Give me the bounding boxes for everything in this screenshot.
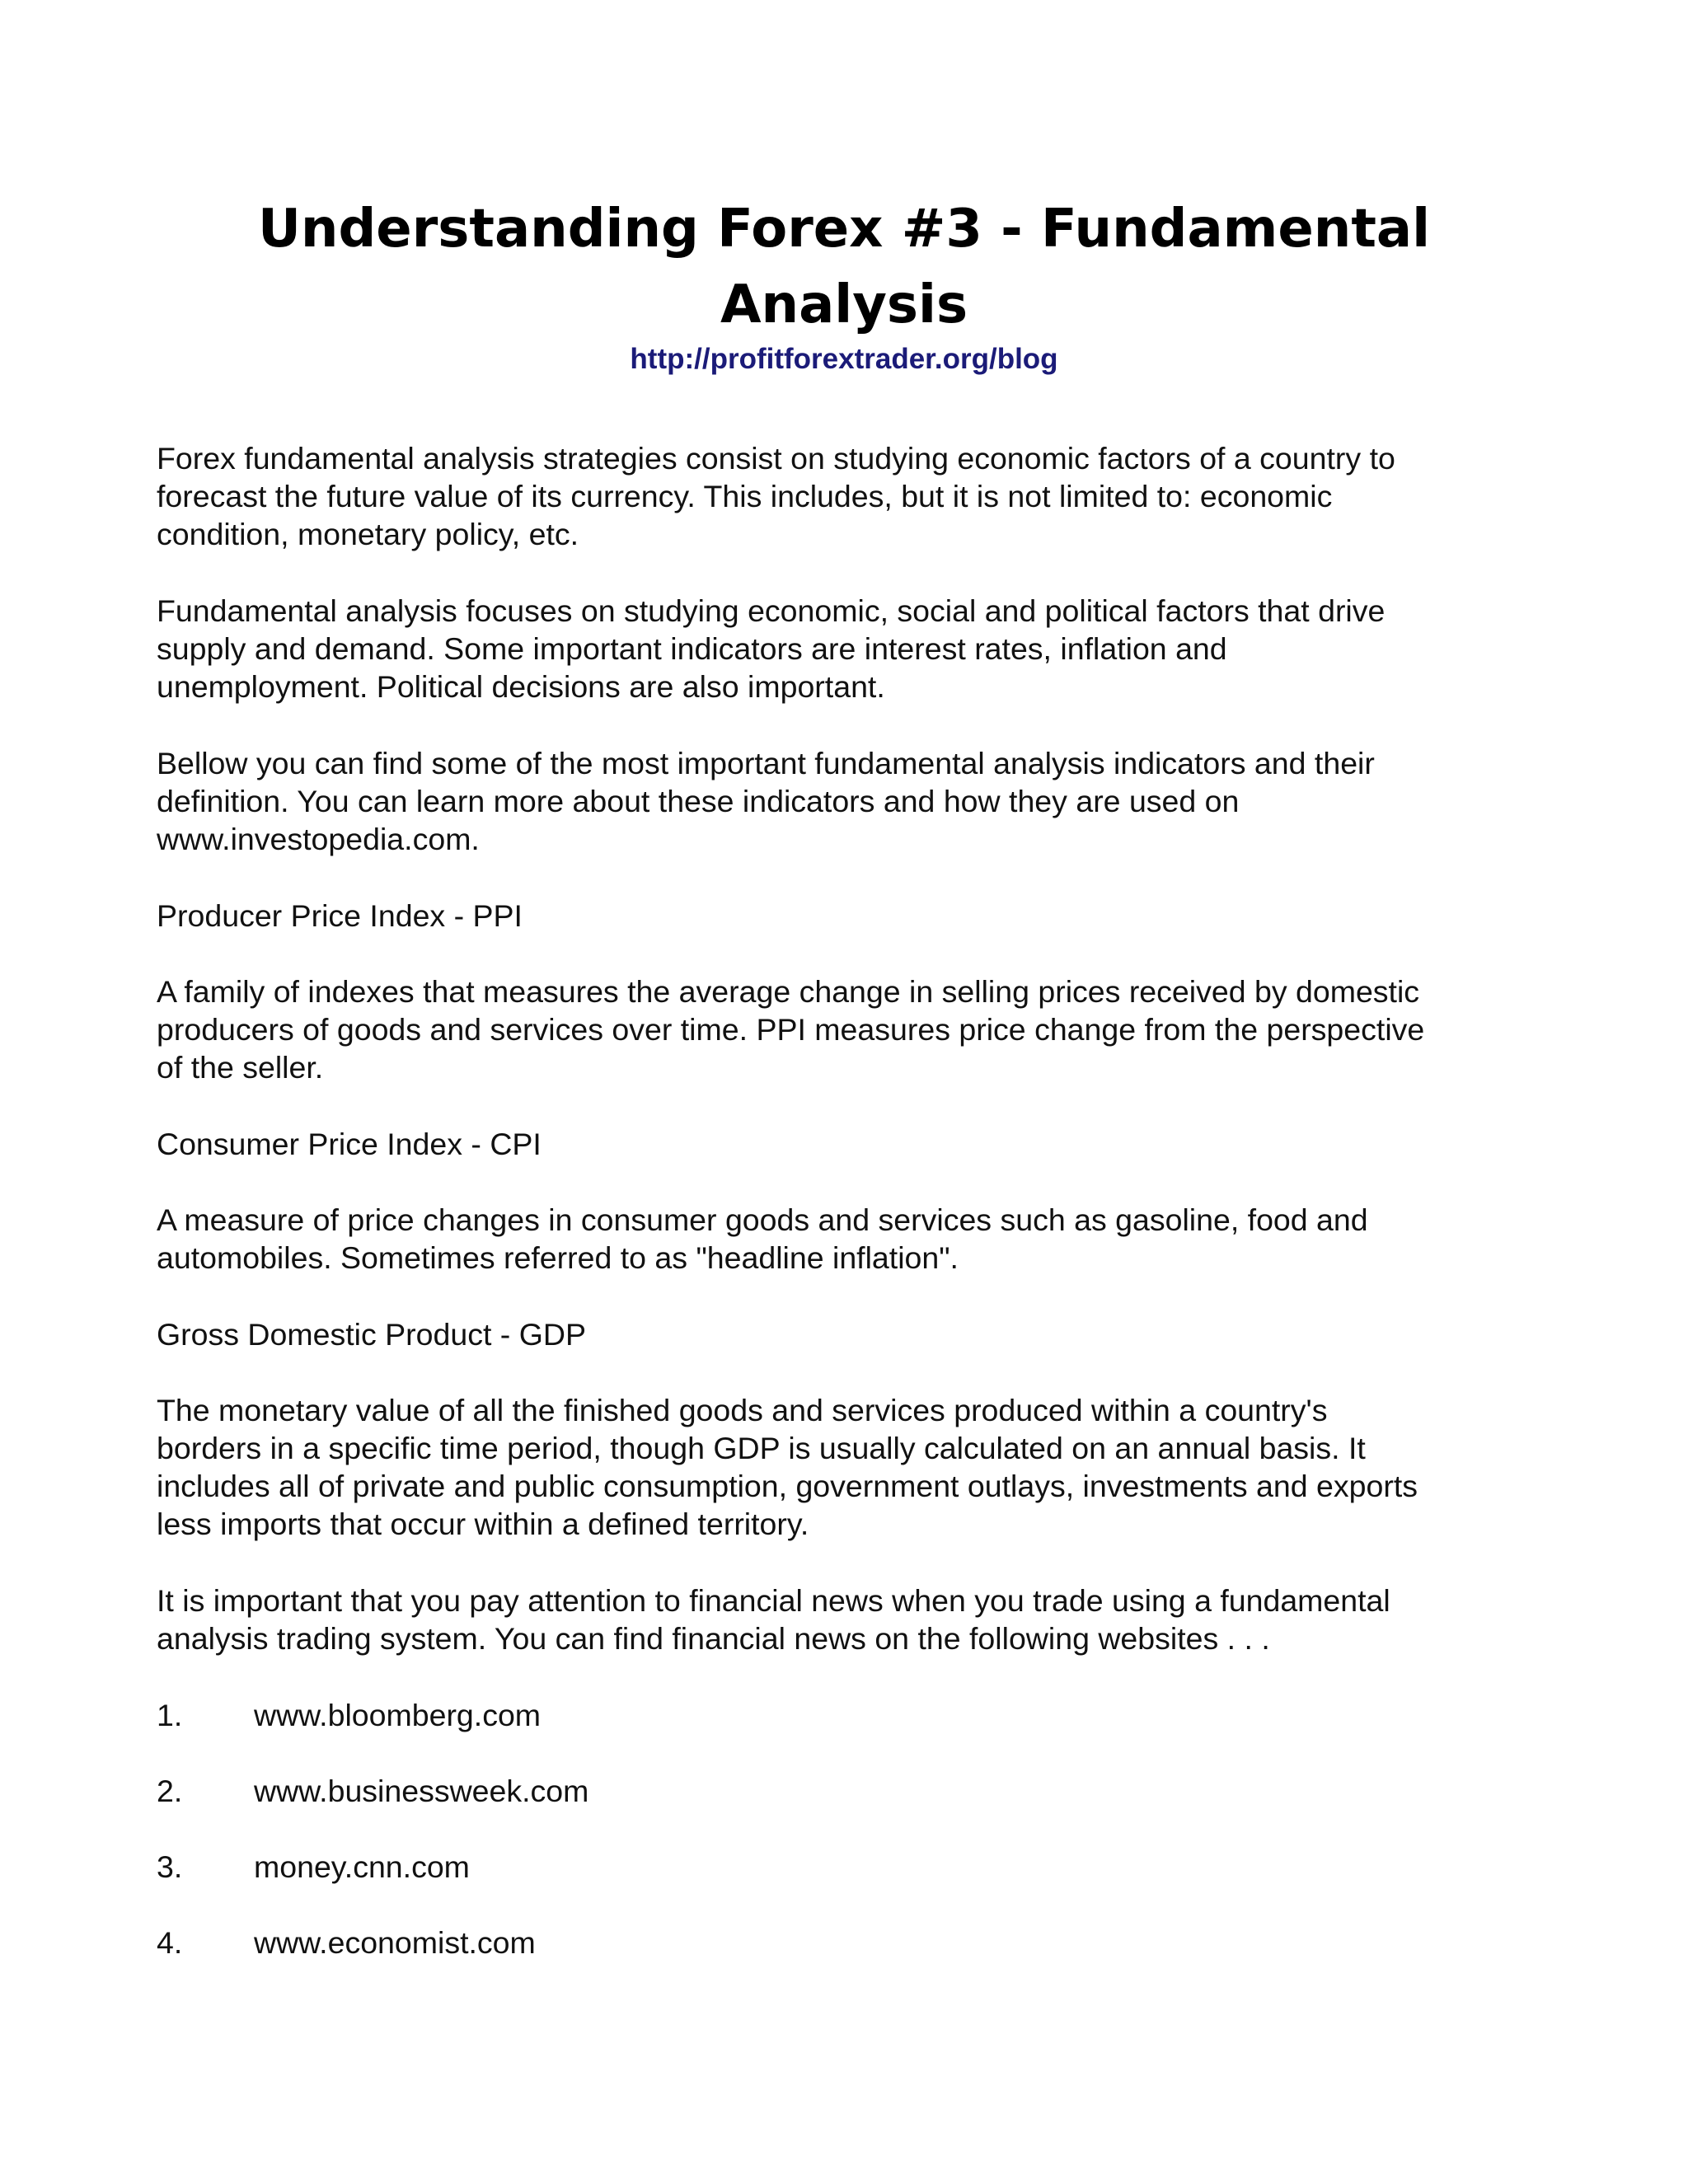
paragraph-fundamental-focus (157, 592, 1541, 705)
paragraph-line: Consumer Price Index - CPI (157, 1127, 542, 1161)
indicator-heading-ppi (157, 897, 1541, 935)
website-link[interactable]: www.economist.com (254, 1925, 536, 1960)
list-item-number: 2. (157, 1774, 183, 1808)
indicator-heading-gdp (157, 1315, 1541, 1353)
paragraph-line: Producer Price Index - PPI (157, 898, 523, 933)
paragraph-line: The monetary value of all the finished goods and services produced within a country's (157, 1393, 1328, 1427)
paragraph-line: forecast the future value of its currency. This includes, but it is not limited to: economic (157, 479, 1333, 513)
source-url-link[interactable]: http://profitforextrader.org/blog (630, 343, 1058, 375)
paragraph-indicators-intro (157, 744, 1541, 858)
paragraph-line: analysis trading system. You can find financial news on the following websites . . . (157, 1621, 1270, 1656)
page-title-line-1: Understanding Forex #3 - Fundamental (257, 199, 1431, 260)
paragraph-line: unemployment. Political decisions are also important. (157, 669, 885, 704)
list-item-number: 1. (157, 1698, 183, 1732)
paragraph-line: A measure of price changes in consumer goods and services such as gasoline, food and (157, 1202, 1368, 1237)
paragraph-line: borders in a specific time period, though GDP is usually calculated on an annual basis. It (157, 1431, 1366, 1465)
paragraph-line: includes all of private and public consumption, government outlays, investments and exports (157, 1469, 1418, 1503)
indicator-definition-ppi (157, 972, 1541, 1086)
paragraph-line: Fundamental analysis focuses on studying economic, social and political factors that drive (157, 593, 1386, 628)
website-link[interactable]: www.bloomberg.com (254, 1698, 542, 1732)
paragraph-financial-news (157, 1582, 1541, 1657)
paragraph-line: A family of indexes that measures the average change in selling prices received by domestic (157, 974, 1420, 1009)
website-link[interactable]: www.businessweek.com (254, 1774, 589, 1808)
paragraph-line: It is important that you pay attention to financial news when you trade using a fundamental (157, 1583, 1390, 1618)
paragraph-line: of the seller. (157, 1050, 324, 1085)
indicator-definition-cpi (157, 1201, 1541, 1277)
list-item-number: 3. (157, 1849, 183, 1884)
indicator-heading-cpi (157, 1125, 1541, 1163)
paragraph-line: producers of goods and services over time. PPI measures price change from the perspective (157, 1012, 1425, 1047)
list-item-number: 4. (157, 1925, 183, 1960)
paragraph-line: www.investopedia.com. (157, 822, 480, 856)
paragraph-line: supply and demand. Some important indicators are interest rates, inflation and (157, 631, 1227, 666)
paragraph-line: automobiles. Sometimes referred to as "headline inflation". (157, 1240, 959, 1275)
paragraph-line: definition. You can learn more about these indicators and how they are used on (157, 784, 1240, 818)
page-title-line-2: Analysis (720, 274, 968, 335)
paragraph-intro (157, 439, 1541, 553)
page-title (165, 191, 1523, 343)
paragraph-line: Forex fundamental analysis strategies consist on studying economic factors of a country to (157, 441, 1395, 476)
paragraph-line: Gross Domestic Product - GDP (157, 1317, 586, 1352)
indicator-definition-gdp (157, 1391, 1541, 1543)
paragraph-line: less imports that occur within a defined territory. (157, 1507, 809, 1541)
paragraph-line: Bellow you can find some of the most important fundamental analysis indicators and their (157, 746, 1375, 780)
website-link[interactable]: money.cnn.com (254, 1849, 470, 1884)
paragraph-line: condition, monetary policy, etc. (157, 517, 579, 551)
